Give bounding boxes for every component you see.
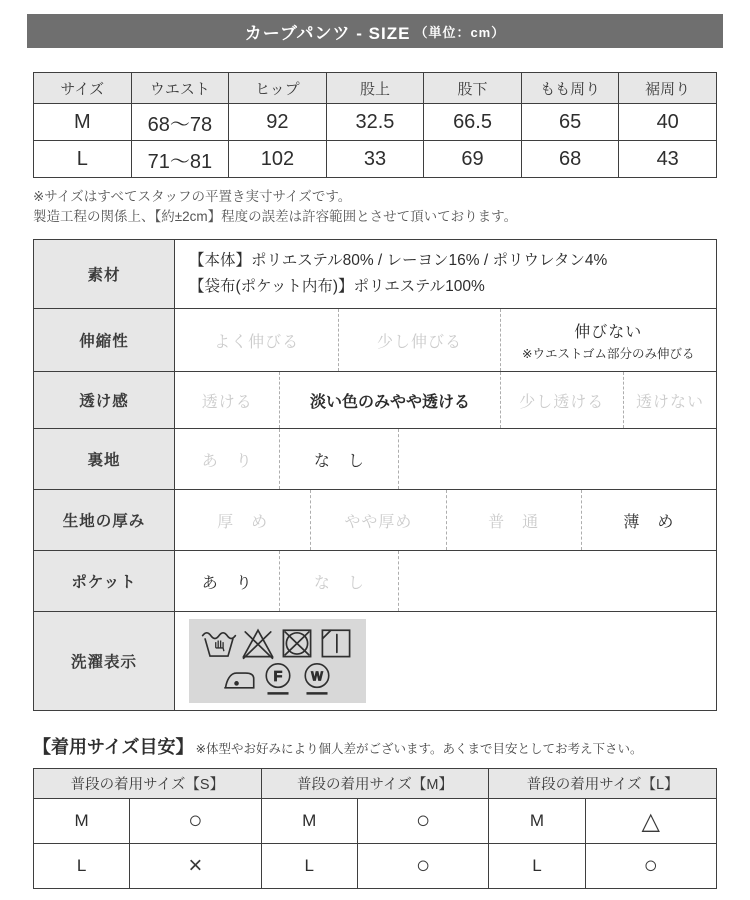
size-table-cell: 32.5 [326,104,424,141]
size-table-row [34,104,717,141]
size-table-cell: 68 [521,141,619,178]
fit-group-header: 普段の着用サイズ【S】 [34,769,261,799]
page-title: カーブパンツ - SIZE [244,23,411,43]
size-table-cell: 66.5 [424,104,522,141]
size-column-header: もも周り [521,73,619,104]
svg-text:F: F [273,669,282,686]
fit-guide-heading-row [33,733,717,759]
size-table-cell: 71〜81 [131,141,229,178]
spec-option: 普 通 [446,490,581,550]
spec-label-material: 素材 [34,240,175,309]
fit-guide-note: ※体型やお好みにより個人差がございます。あくまで目安としてお考え下さい。 [195,742,643,757]
iron-low-icon [221,661,257,695]
spec-label-pocket: ポケット [34,551,175,611]
fit-guide-row [34,799,261,843]
fit-group-header: 普段の着用サイズ【M】 [262,769,489,799]
fit-size-label: M [262,799,358,843]
fit-mark: △ [641,807,660,835]
spec-label-stretch: 伸縮性 [34,309,175,371]
fit-guide-row [262,843,489,888]
material-composition [175,240,615,309]
size-table-header-row [34,73,717,104]
size-table-cell: 102 [229,141,327,178]
spec-option: 伸びない ※ウエストゴム部分のみ伸びる [500,309,716,371]
spec-label-laundry: 洗濯表示 [34,612,175,710]
size-note-line2: 製造工程の関係上、【約±2cm】程度の誤差は許容範囲とさせて頂いております。 [33,209,518,225]
size-table-cell: 65 [521,104,619,141]
page-title-bar [27,14,723,48]
spec-option-note: ※ウエストゴム部分のみ伸びる [522,346,695,361]
size-table-cell: M [34,104,132,141]
material-line-pocket: 【袋布(ポケット内布)】ポリエステル100% [189,277,485,295]
size-column-header: 裾周り [619,73,717,104]
line-dry-shade-icon [318,626,354,660]
fit-guide-row [262,799,489,843]
size-measurement-table [33,72,717,178]
size-column-header: 股下 [424,73,522,104]
spec-option: 少し透ける [500,372,623,428]
wet-clean-w-icon [299,661,335,695]
spec-row-pocket [34,550,716,611]
fit-guide-row [489,843,716,888]
fabric-spec-table [33,239,717,712]
material-line-body: 【本体】ポリエステル80% / レーヨン16% / ポリウレタン4% [189,251,608,269]
spec-row-lining [34,428,716,489]
spec-option: やや厚め [310,490,445,550]
spec-option: よく伸びる [214,333,300,351]
spec-row-stretch [34,308,716,371]
spec-label-sheer: 透け感 [34,372,175,428]
spec-option-empty [398,429,716,489]
fit-size-label: L [489,844,585,888]
hand-wash-icon [201,626,237,660]
spec-option: な し [279,429,398,489]
fit-guide-row [489,799,716,843]
page-title-unit: （単位：cm） [414,24,506,40]
size-notes [33,187,717,228]
spec-option: あ り [201,574,253,592]
spec-option: 厚 め [217,513,269,531]
spec-label-thickness: 生地の厚み [34,490,175,550]
size-table-cell: 92 [229,104,327,141]
size-table-cell: 69 [424,141,522,178]
size-table-cell: 40 [619,104,717,141]
spec-row-sheer [34,371,716,428]
size-table-cell: 43 [619,141,717,178]
fit-guide-group-1 [261,769,489,888]
size-table-cell: 33 [326,141,424,178]
size-table-cell: L [34,141,132,178]
do-not-bleach-icon [240,626,276,660]
do-not-tumble-dry-icon [279,626,315,660]
spec-row-laundry [34,611,716,710]
size-column-header: 股上 [326,73,424,104]
fit-guide-group-0 [34,769,261,888]
fit-size-label: L [262,844,358,888]
spec-option: 淡い色のみやや透ける [279,372,499,428]
spec-row-material [34,240,716,309]
spec-row-thickness [34,489,716,550]
svg-text:W: W [310,669,323,684]
fit-guide-heading: 【着用サイズ目安】 [33,737,194,758]
fit-size-label: L [34,844,130,888]
size-column-header: サイズ [34,73,132,104]
spec-option: あ り [201,452,253,470]
laundry-care-symbols [189,619,366,703]
size-column-header: ヒップ [229,73,327,104]
dry-clean-f-icon [260,661,296,695]
spec-option: 薄 め [581,490,716,550]
fit-mark: ○ [415,807,431,835]
size-note-line1: ※サイズはすべてスタッフの平置き実寸サイズです。 [33,189,352,204]
fit-size-label: M [34,799,130,843]
spec-option: 透けない [623,372,716,428]
fit-mark: ○ [188,807,203,835]
fit-group-header: 普段の着用サイズ【L】 [489,769,716,799]
size-table-row [34,141,717,178]
spec-option: 透ける [201,393,253,411]
spec-option: な し [279,551,398,611]
fit-guide-table [33,768,717,889]
spec-label-lining: 裏地 [34,429,175,489]
fit-mark: × [188,852,203,880]
fit-size-label: M [489,799,585,843]
fit-guide-row [34,843,261,888]
fit-mark: ○ [415,852,431,880]
spec-option: 少し伸びる [338,309,499,371]
fit-mark: ○ [643,852,659,880]
size-table-cell: 68〜78 [131,104,229,141]
size-column-header: ウエスト [131,73,229,104]
fit-guide-group-2 [488,769,716,888]
spec-option-empty [398,551,716,611]
